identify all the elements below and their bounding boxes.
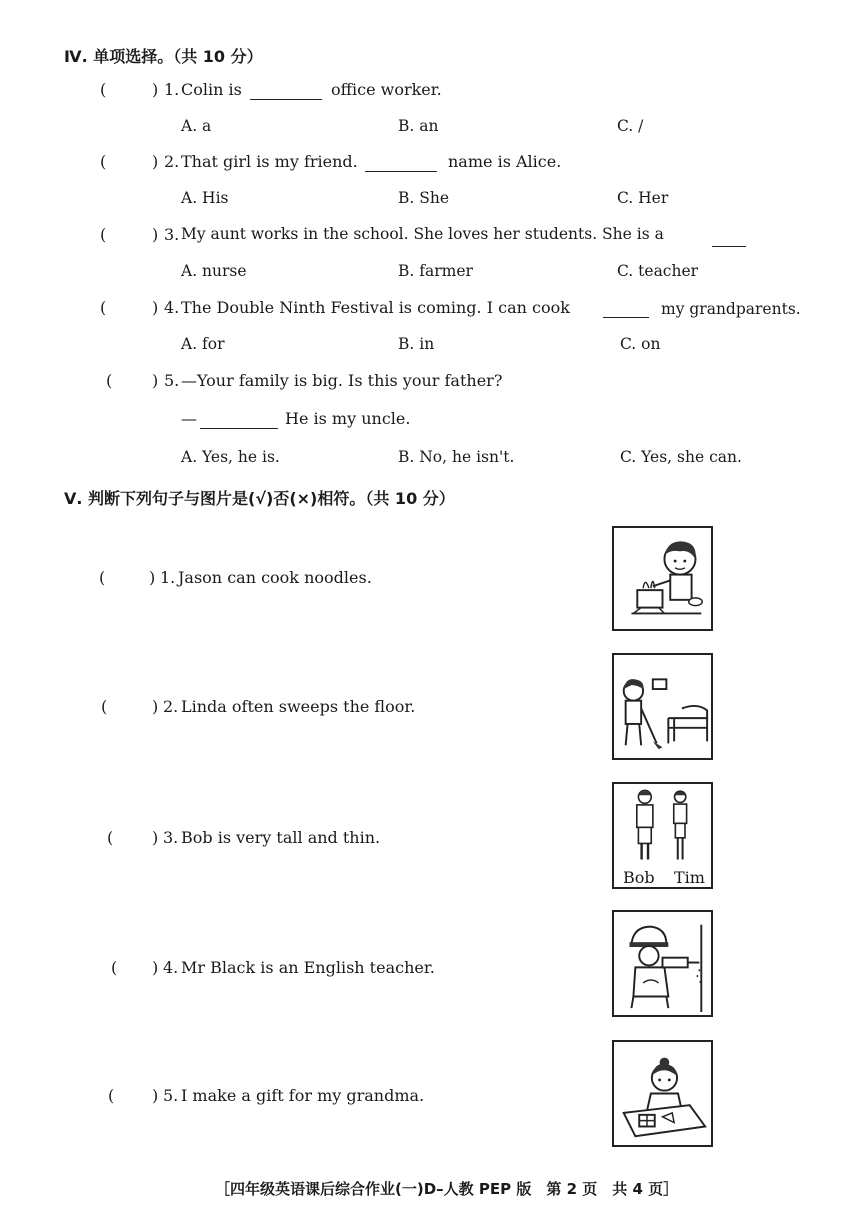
answer-blank xyxy=(200,427,278,429)
question-number: 1. xyxy=(164,80,180,99)
question-text-after: name is Alice. xyxy=(448,152,562,171)
option-a: A. Yes, he is. xyxy=(181,448,280,466)
item-number: 1. xyxy=(160,568,176,587)
answer-paren-close: ) xyxy=(152,80,159,99)
page-footer: ［四年级英语课后综合作业(一)D–人教 PEP 版 第 2 页 共 4 页］ xyxy=(215,1180,679,1198)
option-c: C. Her xyxy=(617,189,669,207)
item-text: I make a gift for my grandma. xyxy=(181,1086,425,1105)
option-b: B. an xyxy=(398,117,439,135)
option-a: A. His xyxy=(181,189,229,207)
option-a: A. a xyxy=(181,117,212,135)
question-text-after: office worker. xyxy=(331,80,442,99)
option-c: C. / xyxy=(617,117,644,135)
answer-blank xyxy=(603,316,649,318)
option-b: B. in xyxy=(398,335,435,353)
item-text: Mr Black is an English teacher. xyxy=(181,958,435,977)
item-text: Linda often sweeps the floor. xyxy=(181,697,416,716)
item-number: 5. xyxy=(163,1086,179,1105)
girl-making-gift-icon xyxy=(612,1040,713,1147)
answer-blank xyxy=(712,245,746,247)
question-text: —Your family is big. Is this your father? xyxy=(181,371,503,390)
option-c: C. Yes, she can. xyxy=(620,448,742,466)
option-a: A. for xyxy=(181,335,225,353)
item-number: 3. xyxy=(163,828,179,847)
section-4-title: Ⅳ. 单项选择。（共 10 分） xyxy=(64,47,263,66)
answer-blank xyxy=(250,98,322,100)
question-text: The Double Ninth Festival is coming. I can cook xyxy=(181,298,570,317)
item-number: 4. xyxy=(163,958,179,977)
answer-paren-close: ) xyxy=(152,298,159,317)
question-text: That girl is my friend. xyxy=(181,152,358,171)
item-text: Bob is very tall and thin. xyxy=(181,828,381,847)
item-number: 2. xyxy=(163,697,179,716)
question-text: My aunt works in the school. She loves her students. She is a xyxy=(181,225,664,243)
option-b: B. No, he isn't. xyxy=(398,448,515,466)
option-c: C. teacher xyxy=(617,262,699,280)
boy-cooking-noodles-icon xyxy=(612,526,713,631)
answer-paren-open[interactable]: ( xyxy=(100,225,107,244)
question-text: Colin is xyxy=(181,80,242,99)
answer-paren-open[interactable]: ( xyxy=(100,298,107,317)
two-boys-icon xyxy=(612,782,713,889)
question-number: 5. xyxy=(164,371,180,390)
answer-paren-open[interactable]: ( xyxy=(100,80,107,99)
option-a: A. nurse xyxy=(181,262,247,280)
section-5-title: Ⅴ. 判断下列句子与图片是(√)否(×)相符。（共 10 分） xyxy=(64,489,455,508)
answer-paren-close: ) xyxy=(152,225,159,244)
question-number: 4. xyxy=(164,298,180,317)
option-b: B. farmer xyxy=(398,262,473,280)
worker-drilling-icon xyxy=(612,910,713,1017)
question-text-after: He is my uncle. xyxy=(285,409,411,428)
answer-paren-open[interactable]: ( xyxy=(106,371,113,390)
picture-label-bob: Bob xyxy=(623,868,655,887)
question-number: 3. xyxy=(164,225,180,244)
dialogue-dash: — xyxy=(181,409,197,428)
item-text: Jason can cook noodles. xyxy=(178,568,372,587)
answer-blank xyxy=(365,170,437,172)
option-b: B. She xyxy=(398,189,450,207)
picture-label-tim: Tim xyxy=(674,868,705,887)
question-number: 2. xyxy=(164,152,180,171)
answer-paren-close: ) xyxy=(152,152,159,171)
question-text-after: my grandparents. xyxy=(661,300,801,318)
answer-paren-close: ) xyxy=(152,371,159,390)
girl-sweeping-floor-icon xyxy=(612,653,713,760)
answer-paren-open[interactable]: ( xyxy=(100,152,107,171)
option-c: C. on xyxy=(620,335,661,353)
